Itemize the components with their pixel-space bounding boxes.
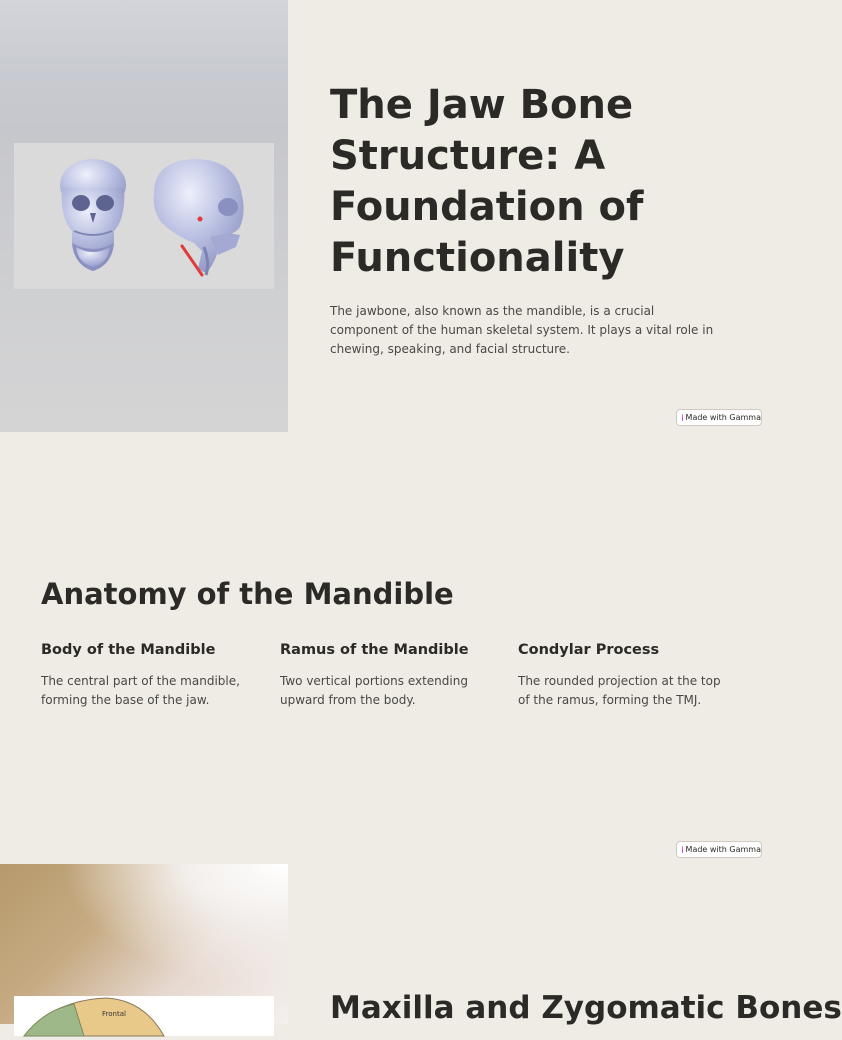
gamma-logo-icon [682, 846, 683, 853]
column-heading: Condylar Process [518, 642, 660, 658]
column-heading: Body of the Mandible [41, 642, 216, 658]
slide-maxilla-zygomatic [0, 864, 842, 1026]
column-text: The rounded projection at the top of the ramus, forming the TMJ. [518, 674, 721, 707]
column-text: The central part of the mandible, forming the base of the jaw. [41, 674, 240, 707]
skull-side [154, 159, 244, 275]
skull-diagram [14, 996, 274, 1036]
slide-jaw-bone-structure [0, 0, 768, 432]
made-with-gamma-badge[interactable] [676, 409, 762, 426]
page-title: The Jaw Bone Structure: A Foundation of Functionality [330, 82, 644, 281]
slide3-title: Maxilla and Zygomatic Bones [330, 990, 842, 1026]
column-condylar-process [518, 642, 728, 710]
gamma-logo-icon [682, 414, 683, 421]
badge-label: Made with Gamma [685, 845, 761, 854]
column-heading: Ramus of the Mandible [280, 642, 469, 658]
skull-illustration [14, 143, 274, 289]
column-text: Two vertical portions extending upward from the body. [280, 674, 468, 707]
slide3-image-panel [0, 864, 288, 1024]
diagram-label-frontal: Frontal [102, 1010, 126, 1018]
section-title: Anatomy of the Mandible [41, 577, 454, 611]
intro-description: The jawbone, also known as the mandible, is a crucial component of the human skeletal system. It plays a vital role in chewing, speaking, and facial structure. [330, 304, 714, 356]
skull-front [60, 159, 126, 271]
column-ramus-of-mandible [280, 642, 490, 710]
badge-label: Made with Gamma [685, 413, 761, 422]
column-body-of-mandible [41, 642, 251, 710]
skull-diagram-icon [14, 996, 274, 1036]
slide-anatomy-mandible [0, 432, 768, 864]
skull-3d-icon [14, 143, 274, 289]
slide1-image-panel [0, 0, 288, 432]
made-with-gamma-badge[interactable] [676, 841, 762, 858]
